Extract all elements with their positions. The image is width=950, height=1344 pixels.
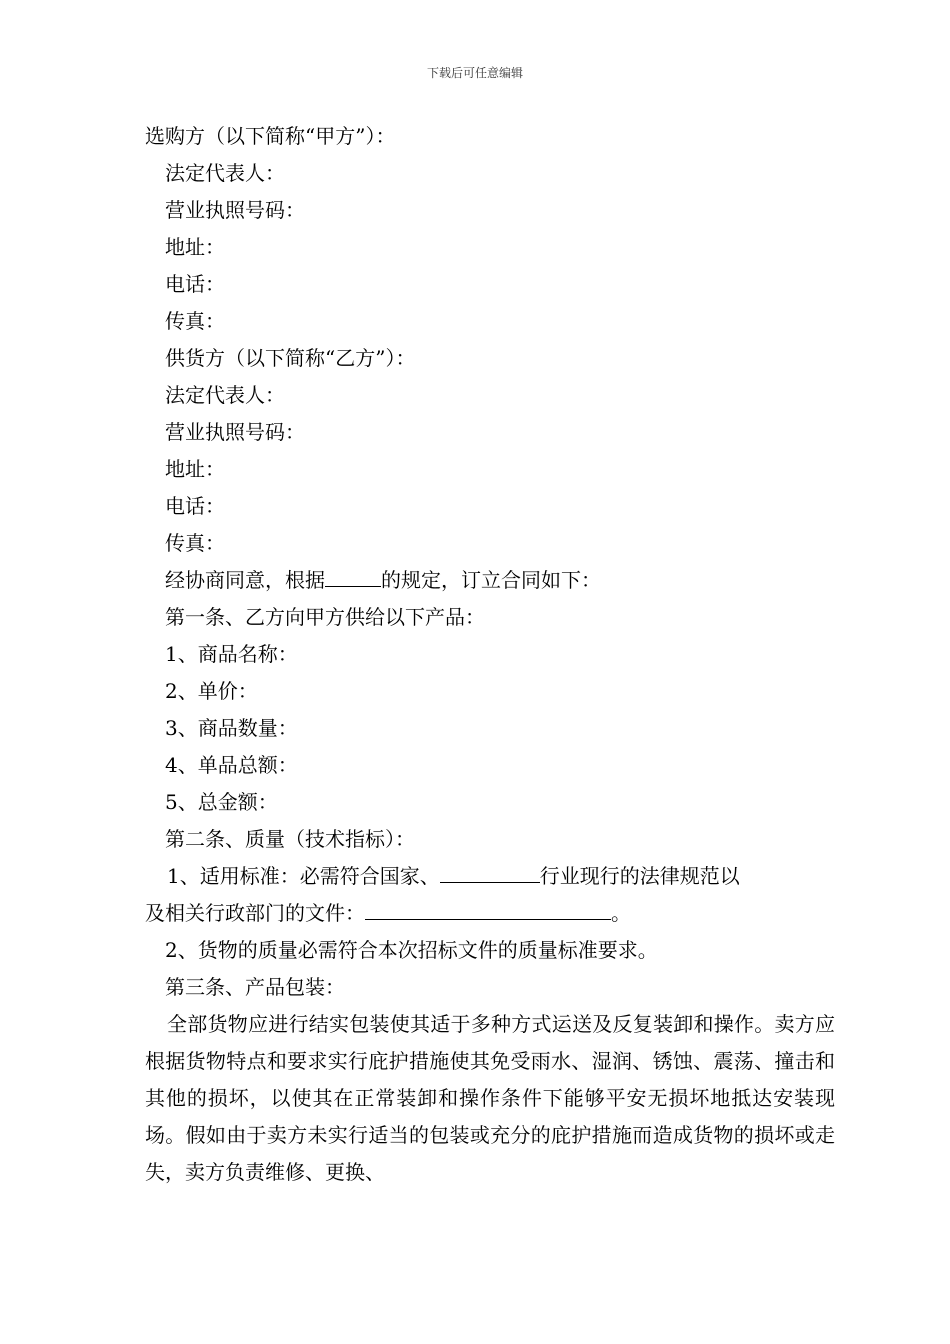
article3-title: 第三条、产品包装： [165,975,345,999]
article1-item: 1、商品名称： [165,642,298,666]
buyer-rep: 法定代表人： [165,161,285,185]
blank-field [440,864,540,883]
article2-item1-part3: 及相关行政部门的文件： [145,901,365,925]
buyer-address: 地址： [165,235,225,259]
article1-title: 第一条、乙方向甲方供给以下产品： [165,605,485,629]
buyer-fax: 传真： [165,309,225,333]
article1-item: 2、单价： [165,679,258,703]
article2-item1-line2 [145,895,835,932]
seller-rep: 法定代表人： [165,383,285,407]
buyer-title: 选购方（以下简称“甲方”）： [145,124,396,148]
contract-body [145,118,835,1191]
buyer-phone: 电话： [165,272,225,296]
article2-item1-part2: 行业现行的法律规范以 [539,864,740,888]
intro-clause [145,562,835,599]
intro-before: 经协商同意，根据 [165,568,325,592]
seller-fax: 传真： [165,531,225,555]
seller-address: 地址： [165,457,225,481]
article2-item1-part1: 1、适用标准：必需符合国家、 [167,864,440,888]
article1-item: 5、总金额： [165,790,278,814]
article2-item2: 2、货物的质量必需符合本次招标文件的质量标准要求。 [165,938,658,962]
blank-field [365,901,611,920]
buyer-license: 营业执照号码： [165,198,305,222]
article2-item1-part4: 。 [611,901,631,925]
seller-title: 供货方（以下简称“乙方”）： [165,346,416,370]
intro-after: 的规定，订立合同如下： [381,568,601,592]
page-header: 下载后可任意编辑 [426,66,523,80]
blank-field [325,568,381,587]
article2-item1-line1 [145,858,835,895]
seller-phone: 电话： [165,494,225,518]
article1-item: 4、单品总额： [165,753,298,777]
seller-license: 营业执照号码： [165,420,305,444]
article3-body: 全部货物应进行结实包装使其适于多种方式运送及反复装卸和操作。卖方应根据货物特点和要求实行庇护措施使其免受雨水、湿润、锈蚀、震荡、撞击和其他的损坏，以使其在正常装卸和操作条件下能够平安无损坏地抵达安装现场。假如由于卖方未实行适当的包装或充分的庇护措施而造成货物的损坏或走失，卖方负责维修、更换、 [145,1012,835,1184]
article2-title: 第二条、质量（技术指标）： [165,827,415,851]
article1-item: 3、商品数量： [165,716,298,740]
